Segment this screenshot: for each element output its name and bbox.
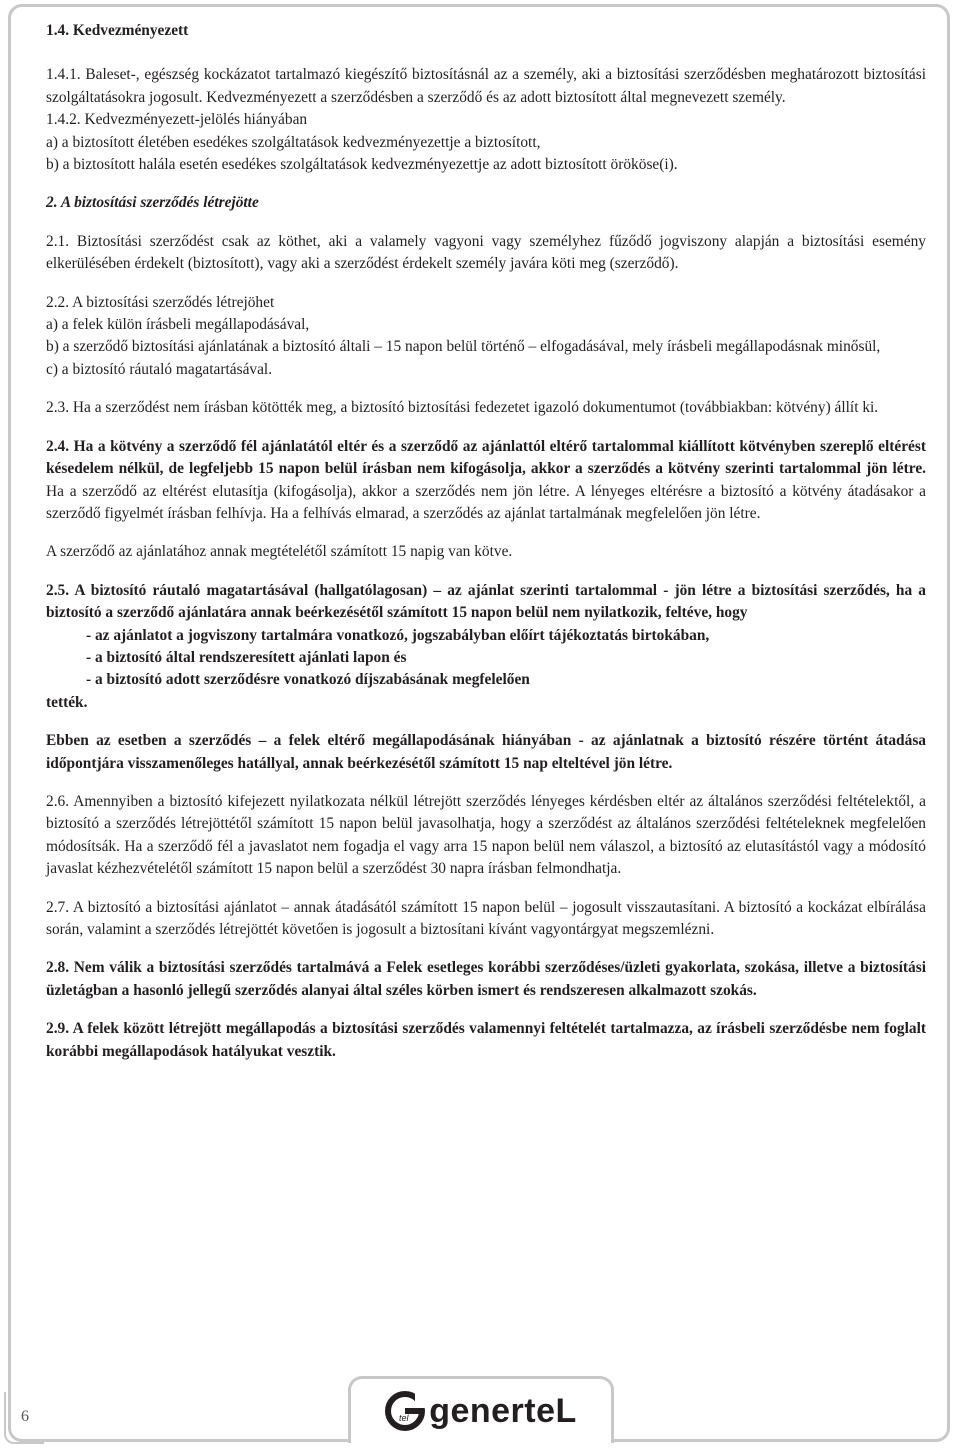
section-2-3: 2.3. Ha a szerződést nem írásban kötötték meg, a biztosító biztosítási fedezetet igazoló dokumentumot (továbbiakban: kötvény) állít ki. xyxy=(46,399,879,417)
section-2-5: 2.5. A biztosító ráutaló magatartásával (hallgatólagosan) – az ajánlat szerinti tartalommal - jön létre a biztosítási szerződés, ha a biztosító a szerződő ajánlatára annak beérkezésétől számított 15 napon belül nem nyilatkozik, feltéve, hogy xyxy=(46,581,926,622)
section-2-8: 2.8. Nem válik a biztosítási szerződés tartalmává a Felek esetleges korábbi szerződéses/üzleti gyakorlata, szokása, illetve a biztosítási üzletágban a hasonló jellegű szerződés alanyai által széles körben ismert és rendszeresen alkalmazott szokás. xyxy=(46,959,926,999)
section-2-6: 2.6. Amennyiben a biztosító kifejezett nyilatkozata nélkül létrejött szerződés lényeges kérdésben eltér az általános szerződési feltételektől, a biztosító a szerződés létrejöttétől számított 15 napon belül javasolhatja, hogy a szerződést az általános szerződési feltételeknek megfelelően módosítsák. Ha a szerződő fél a javaslatot nem fogadja el vagy arra 15 napon belül nem válaszol, a biztosító az elutasítástól vagy a módosító javaslat kézhezvételétől számított 15 napon belül a szerződést 30 napra írásban felmondhatja. xyxy=(46,792,926,878)
section-2-7: 2.7. A biztosító a biztosítási ajánlatot – annak átadásától számított 15 napon belül – jogosult visszautasítani. A biztosító a kockázat elbírálása során, valamint a szerződés létrejöttét követően is jogosult a biztosítani kívánt vagyontárgyat megszemlézni. xyxy=(46,898,926,938)
page-number: 6 xyxy=(4,1392,44,1444)
section-2-2: 2.2. A biztosítási szerződés létrejöhet xyxy=(46,293,275,311)
section-1-4-2-b: b) a biztosított halála esetén esedékes szolgáltatások kedvezményezettje az adott biztosított örököse(i). xyxy=(46,156,678,174)
section-2-5-end: tették. xyxy=(46,693,88,711)
logo-tab xyxy=(348,1376,614,1443)
document-body xyxy=(46,20,926,1063)
section-2-5-item-3: - a biztosító adott szerződésre vonatkozó díjszabásának megfelelően xyxy=(86,671,530,689)
generali-logo xyxy=(385,1391,577,1431)
svg-text:tel: tel xyxy=(399,1413,409,1423)
section-2-1: 2.1. Biztosítási szerződést csak az köthet, aki a valamely vagyoni vagy személyhez fűződő jogviszony alapján a biztosítási esemény elkerülésében érdekelt (biztosított), vagy aki a szerződést érdekelt személy javára köti meg (szerződő). xyxy=(46,232,926,273)
logo-text: generteL xyxy=(429,1391,577,1430)
section-2-2-b: b) a szerződő biztosítási ajánlatának a biztosító általi – 15 napon belül történő – elfogadásával, mely írásbeli megállapodásnak minősül, xyxy=(46,338,881,356)
section-2-4-paragraph-2: A szerződő az ajánlatához annak megtételétől számított 15 napig van kötve. xyxy=(46,543,513,561)
section-2-title: 2. A biztosítási szerződés létrejötte xyxy=(46,194,259,212)
section-2-4-bold: 2.4. Ha a kötvény a szerződő fél ajánlatától eltér és a szerződő az ajánlattól eltérő tartalommal kiállított kötvényben szereplő eltérést késedelem nélkül, de legfeljebb 15 napon belül írásban nem kifogásolja, akkor a szerződés a kötvény szerinti tartalommal jön létre. xyxy=(46,437,926,478)
section-1-4-2: 1.4.2. Kedvezményezett-jelölés hiányában xyxy=(46,111,308,129)
section-2-5-item-1: - az ajánlatot a jogviszony tartalmára vonatkozó, jogszabályban előírt tájékoztatás birtokában, xyxy=(86,626,710,644)
section-1-4-2-a: a) a biztosított életében esedékes szolgáltatások kedvezményezettje a biztosított, xyxy=(46,133,541,151)
section-2-4-rest: Ha a szerződő az eltérést elutasítja (kifogásolja), akkor a szerződés nem jön létre. A lényeges eltérésre a biztosító a kötvény átadásakor a szerződő figyelmét írásban felhívja. Ha a felhívás elmarad, a szerződés az ajánlat tartalmának megfelelően jön létre. xyxy=(46,482,926,522)
g-mark-icon xyxy=(385,1391,425,1431)
section-2-5-paragraph-2: Ebben az esetben a szerződés – a felek eltérő megállapodásának hiányában - az ajánlatnak a biztosító részére történt átadása időpontjára visszamenőleges hatállyal, annak beérkezésétől számított 15 nap elteltével jön létre. xyxy=(46,732,926,772)
section-2-2-c: c) a biztosító ráutaló magatartásával. xyxy=(46,360,273,378)
section-2-5-item-2: - a biztosító által rendszeresített ajánlati lapon és xyxy=(86,648,407,666)
section-2-9: 2.9. A felek között létrejött megállapodás a biztosítási szerződés valamennyi feltételét tartalmazza, az írásbeli szerződésbe nem foglalt korábbi megállapodások hatályukat vesztik. xyxy=(46,1020,926,1060)
section-1-4-1: 1.4.1. Baleset-, egészség kockázatot tartalmazó kiegészítő biztosításnál az a személy, aki a biztosítási szerződésben meghatározott biztosítási szolgáltatásokra jogosult. Kedvezményezett a szerződésben a szerződő és az adott biztosított által megnevezett személy. xyxy=(46,66,926,106)
section-2-4 xyxy=(46,436,926,526)
section-1-4-title: 1.4. Kedvezményezett xyxy=(46,22,189,39)
section-2-2-a: a) a felek külön írásbeli megállapodásával, xyxy=(46,316,310,334)
